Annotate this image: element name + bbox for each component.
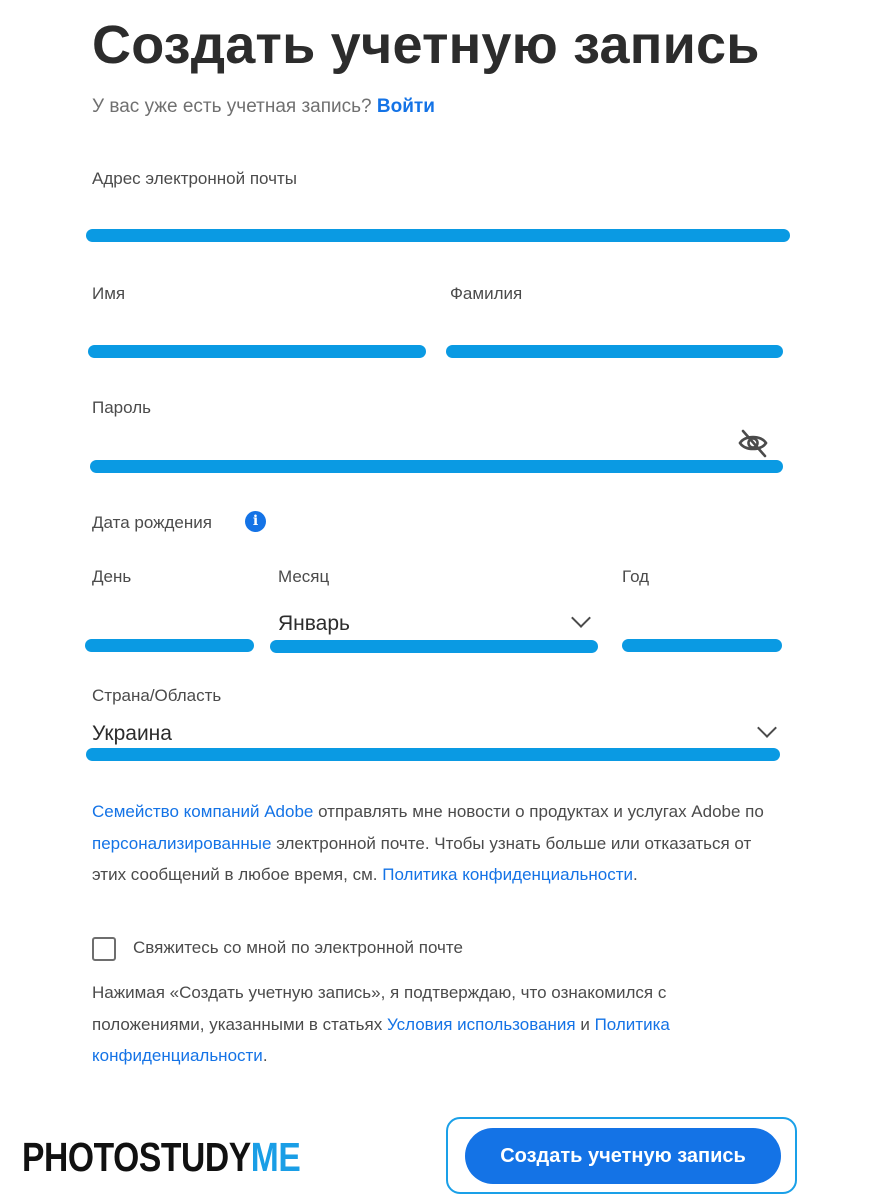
last-name-underline [446,345,783,358]
info-icon[interactable]: i [245,511,266,532]
month-select-value: Январь [278,612,350,635]
country-label: Страна/Область [92,686,222,705]
first-name-underline [88,345,426,358]
year-label: Год [622,567,650,586]
country-select[interactable] [86,714,780,750]
month-select[interactable] [270,604,598,640]
personalized-link[interactable]: персонализированные [92,833,272,853]
eye-off-icon[interactable] [737,428,769,458]
password-field[interactable] [92,425,732,461]
photostudyme-watermark [22,1134,300,1181]
year-underline [622,639,782,652]
create-account-button[interactable]: Создать учетную запись [465,1128,781,1184]
email-field-underline [86,229,790,242]
adobe-family-link[interactable]: Семейство компаний Adobe [92,802,314,821]
email-consent-checkbox[interactable] [92,937,116,961]
month-underline [270,640,598,653]
watermark-part1: PHOTOSTUDY [22,1134,251,1180]
password-underline [90,460,783,473]
terms-text [92,977,782,1072]
year-field[interactable] [624,600,782,636]
email-label: Адрес электронной почты [92,169,297,188]
last-name-label: Фамилия [450,284,523,303]
watermark-part2: ME [250,1134,301,1180]
consent-text-part: отправлять мне новости о продуктах и услугах Adobe по [313,802,764,821]
day-label: День [92,567,132,586]
day-field[interactable] [92,600,254,636]
terms-text-part: Нажимая «Создать учетную запись», я подтверждаю, что ознакомился с положениями, указанными в статьях [92,983,667,1034]
country-select-value: Украина [92,722,172,745]
terms-of-use-link[interactable]: Условия использования [386,1014,576,1034]
consent-text-part: . [633,865,638,884]
birthdate-label: Дата рождения [92,513,212,532]
terms-text-part: и [575,1014,595,1034]
signin-link[interactable]: Войти [376,96,435,117]
first-name-field[interactable] [92,310,426,346]
privacy-policy-link[interactable]: Политика конфиденциальности [382,865,634,884]
email-consent-label[interactable]: Свяжитесь со мной по электронной почте [133,938,463,957]
password-label: Пароль [92,398,151,417]
terms-text-part: . [262,1046,268,1065]
privacy-policy-link[interactable]: Политика конфиденциальности [92,1014,670,1065]
chevron-down-icon [757,718,777,738]
email-field[interactable] [92,195,788,231]
day-underline [85,639,254,652]
first-name-label: Имя [92,284,126,303]
last-name-field[interactable] [450,310,783,346]
consent-text-part: электронной почте. Чтобы узнать больше или отказаться от этих сообщений в любое время, см. [92,833,752,884]
signin-prompt [92,96,435,118]
chevron-down-icon [571,608,591,628]
country-underline [86,748,780,761]
page-title: Создать учетную запись [92,15,760,75]
month-label: Месяц [278,567,330,586]
consent-text [92,796,782,891]
signin-prompt-text: У вас уже есть учетная запись? [92,96,372,117]
